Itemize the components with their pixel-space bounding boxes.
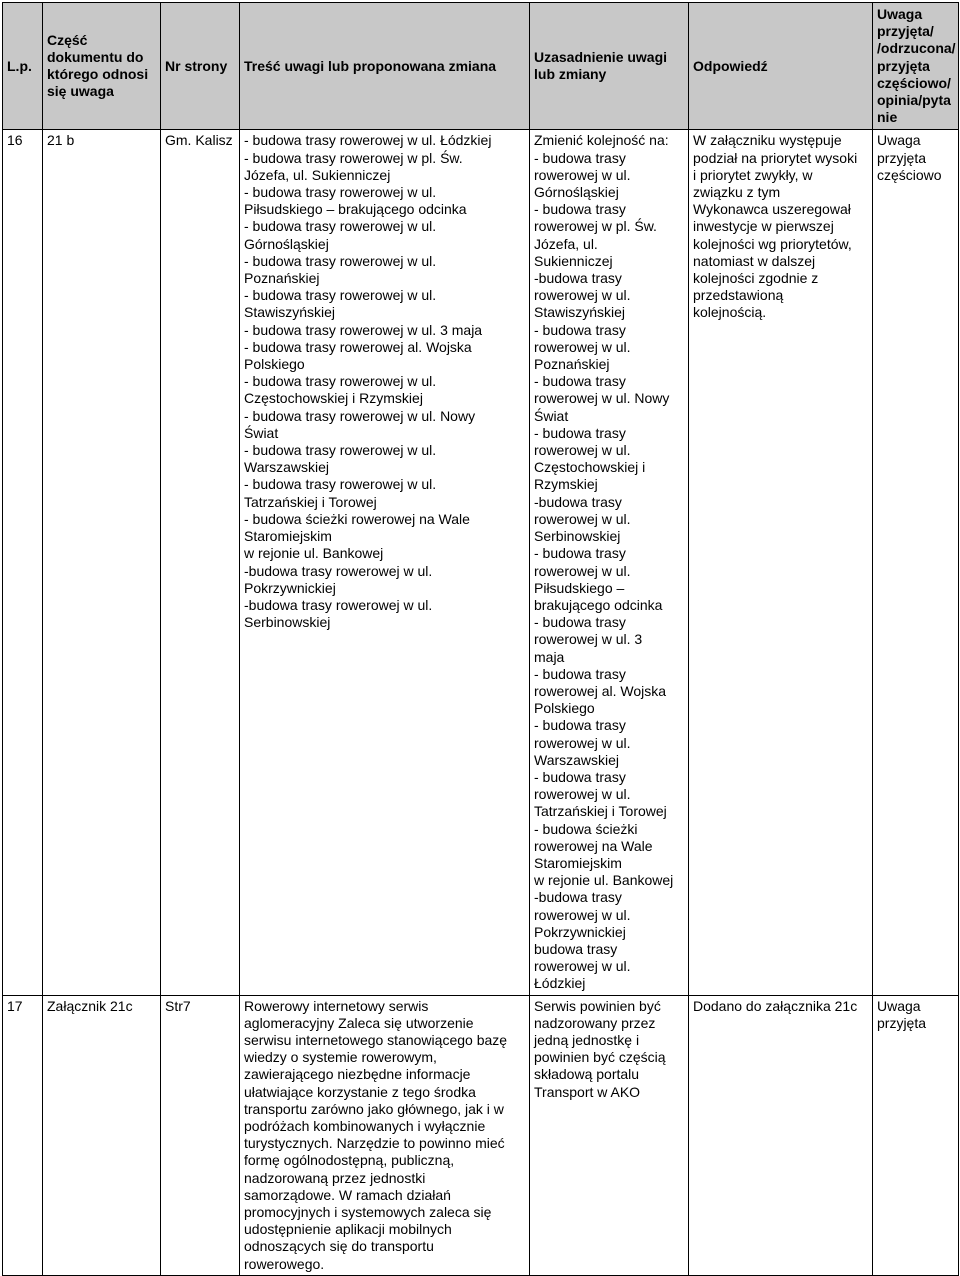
cell-line: nadzorowaną przez jednostki	[244, 1169, 426, 1186]
cell-status	[873, 995, 959, 1275]
cell-line: Staromiejskim	[244, 528, 332, 545]
cell-line: - budowa trasy rowerowej w ul.	[244, 252, 437, 269]
cell-line: rowerowej w ul.	[534, 287, 631, 304]
cell-line: Pokrzywnickiej	[534, 923, 626, 940]
cell-line: Polskiego	[244, 356, 305, 373]
cell-line: -budowa trasy rowerowej w ul.	[244, 562, 433, 579]
cell-line: samorządowe. W ramach działań	[244, 1186, 451, 1203]
cell-line: - budowa trasy	[534, 373, 626, 390]
cell-status	[873, 130, 959, 995]
cell-line: kolejnością.	[693, 304, 767, 321]
cell-line: rowerowej na Wale	[534, 837, 653, 854]
cell-line: rowerowego.	[244, 1255, 325, 1272]
cell-line: - budowa trasy rowerowej w ul.	[244, 373, 437, 390]
cell-line: maja	[534, 648, 565, 665]
cell-line: - budowa trasy rowerowej w ul.	[244, 287, 437, 304]
cell-line: Górnośląskiej	[244, 235, 329, 252]
cell-content	[240, 130, 530, 995]
cell-line: Górnośląskiej	[534, 184, 619, 201]
cell-part: 21 b	[43, 130, 161, 995]
cell-line: częściowo	[877, 166, 942, 183]
header-content: Treść uwagi lub proponowana zmiana	[240, 3, 530, 130]
cell-line: - budowa trasy	[534, 614, 626, 631]
cell-line: Częstochowskiej i Rzymskiej	[244, 390, 423, 407]
cell-line: rowerowej w ul.	[534, 734, 631, 751]
cell-line: Warszawskiej	[244, 459, 330, 476]
cell-line: Piłsudskiego –	[534, 579, 625, 596]
cell-response	[689, 130, 873, 995]
cell-line: jedną jednostkę i	[534, 1031, 640, 1048]
cell-line: Wykonawca uszeregował	[693, 201, 851, 218]
cell-justification	[530, 130, 689, 995]
cell-line: Łódzkiej	[534, 975, 586, 992]
cell-line: ułatwiające korzystanie z tego środka	[244, 1083, 476, 1100]
cell-line: Józefa, ul. Sukienniczej	[244, 166, 391, 183]
cell-justification	[530, 995, 689, 1275]
header-row	[3, 3, 959, 130]
comments-table	[2, 2, 959, 1276]
cell-line: - budowa trasy	[534, 545, 626, 562]
cell-line: - budowa trasy rowerowej w ul. 3 maja	[244, 321, 483, 338]
cell-line: -budowa trasy	[534, 270, 622, 287]
cell-line: odnoszących się do transportu	[244, 1238, 434, 1255]
cell-part: Załącznik 21c	[43, 995, 161, 1275]
header-status: Uwaga przyjęta/ /odrzucona/ przyjęta częściowo/ opinia/pyta nie	[873, 3, 959, 130]
cell-line: - budowa trasy rowerowej al. Wojska	[244, 338, 472, 355]
cell-line: Świat	[244, 424, 279, 441]
cell-line: - budowa trasy	[534, 321, 626, 338]
header-page: Nr strony	[161, 3, 240, 130]
cell-line: Polskiego	[534, 700, 595, 717]
cell-line: transportu zarówno jako głównego, jak i w	[244, 1100, 504, 1117]
cell-line: - budowa trasy rowerowej w ul.	[244, 442, 437, 459]
cell-line: Józefa, ul.	[534, 235, 598, 252]
cell-line: W załączniku występuje	[693, 132, 842, 149]
cell-line: - budowa trasy	[534, 149, 626, 166]
cell-line: Tatrzańskiej i Torowej	[244, 493, 377, 510]
cell-line: podział na priorytet wysoki	[693, 149, 858, 166]
cell-line: Częstochowskiej i	[534, 459, 646, 476]
cell-line: rowerowej w ul.	[534, 442, 631, 459]
cell-line: formę ogólnodostępną, publiczną,	[244, 1152, 455, 1169]
cell-line: - budowa trasy rowerowej w ul.	[244, 476, 437, 493]
cell-line: Staromiejskim	[534, 854, 622, 871]
cell-lp: 17	[3, 995, 43, 1275]
cell-page: Str7	[161, 995, 240, 1275]
cell-line: - budowa trasy rowerowej w pl. Św.	[244, 149, 463, 166]
cell-line: składową portalu	[534, 1066, 640, 1083]
cell-line: Serbinowskiej	[534, 528, 621, 545]
cell-line: - budowa trasy	[534, 201, 626, 218]
cell-line: - budowa ścieżki rowerowej na Wale	[244, 510, 470, 527]
cell-line: - budowa trasy	[534, 768, 626, 785]
cell-line: Stawiszyńskiej	[534, 304, 626, 321]
cell-line: Tatrzańskiej i Torowej	[534, 803, 667, 820]
cell-line: powinien być częścią	[534, 1049, 666, 1066]
cell-line: brakującego odcinka	[534, 596, 663, 613]
cell-line: rowerowej al. Wojska	[534, 682, 667, 699]
cell-line: Świat	[534, 407, 569, 424]
cell-line: przedstawioną	[693, 287, 784, 304]
cell-line: Uwaga	[877, 132, 921, 149]
cell-line: Piłsudskiego – brakującego odcinka	[244, 201, 467, 218]
cell-line: rowerowej w ul.	[534, 958, 631, 975]
cell-line: - budowa trasy rowerowej w ul. Nowy	[244, 407, 476, 424]
cell-line: Uwaga	[877, 997, 921, 1014]
cell-line: Stawiszyńskiej	[244, 304, 336, 321]
cell-line: Rzymskiej	[534, 476, 598, 493]
cell-line: Pokrzywnickiej	[244, 579, 336, 596]
cell-line: - budowa ścieżki	[534, 820, 638, 837]
cell-line: w rejonie ul. Bankowej	[244, 545, 384, 562]
cell-line: promocyjnych i systemowych zaleca się	[244, 1204, 492, 1221]
cell-line: -budowa trasy rowerowej w ul.	[244, 596, 433, 613]
cell-line: Serwis powinien być	[534, 997, 661, 1014]
cell-line: podróżach kombinowanych i wyłącznie	[244, 1118, 486, 1134]
cell-line: zawierającego niezbędne informacje	[244, 1066, 471, 1083]
cell-line: rowerowej w ul.	[534, 338, 631, 355]
cell-line: - budowa trasy	[534, 424, 626, 441]
cell-line: - budowa trasy	[534, 717, 626, 734]
cell-line: Dodano do załącznika 21c	[693, 997, 858, 1014]
cell-line: Poznańskiej	[244, 270, 320, 287]
cell-line: rowerowej w ul.	[534, 166, 631, 183]
cell-line: nadzorowany przez	[534, 1014, 656, 1031]
cell-line: -budowa trasy	[534, 493, 622, 510]
cell-page: Gm. Kalisz	[161, 130, 240, 995]
cell-line: - budowa trasy	[534, 665, 626, 682]
cell-line: rowerowej w ul.	[534, 906, 631, 923]
header-response: Odpowiedź	[689, 3, 873, 130]
cell-line: inwestycje w pierwszej	[693, 218, 834, 235]
cell-line: Zmienić kolejność na:	[534, 132, 669, 149]
cell-line: Warszawskiej	[534, 751, 620, 768]
cell-line: przyjęta	[877, 149, 927, 166]
cell-line: i priorytet zwykły, w	[693, 166, 813, 183]
cell-line: budowa trasy	[534, 940, 618, 957]
cell-line: związku z tym	[693, 184, 781, 201]
cell-line: - budowa trasy rowerowej w ul.	[244, 218, 437, 235]
cell-line: Transport w AKO	[534, 1083, 641, 1100]
cell-line: wiedzy o systemie rowerowym,	[244, 1049, 437, 1066]
cell-line: rowerowej w ul. 3	[534, 631, 643, 648]
cell-response	[689, 995, 873, 1275]
cell-line: Rowerowy internetowy serwis	[244, 997, 429, 1014]
cell-line: rowerowej w ul.	[534, 562, 631, 579]
cell-line: Serbinowskiej	[244, 614, 331, 631]
cell-line: rowerowej w ul.	[534, 510, 631, 527]
cell-line: przyjęta	[877, 1014, 927, 1031]
cell-line: w rejonie ul. Bankowej	[534, 872, 674, 889]
table-row	[3, 130, 959, 995]
table-row	[3, 995, 959, 1275]
cell-line: Sukienniczej	[534, 252, 613, 269]
header-lp: L.p.	[3, 3, 43, 130]
cell-lp: 16	[3, 130, 43, 995]
header-justification: Uzasadnienie uwagi lub zmiany	[530, 3, 689, 130]
cell-line: -budowa trasy	[534, 889, 622, 906]
cell-line: natomiast w dalszej	[693, 252, 816, 269]
cell-line: kolejności zgodnie z	[693, 270, 819, 287]
cell-line: udostępnienie aplikacji mobilnych	[244, 1221, 452, 1238]
cell-line: rowerowej w ul.	[534, 786, 631, 803]
cell-content	[240, 995, 530, 1275]
header-part: Część dokumentu do którego odnosi się uwaga	[43, 3, 161, 130]
cell-line: serwisu internetowego stanowiącego bazę	[244, 1031, 508, 1048]
cell-line: - budowa trasy rowerowej w ul.	[244, 184, 437, 201]
cell-line: rowerowej w ul. Nowy	[534, 390, 670, 407]
cell-line: aglomeracyjny Zaleca się utworzenie	[244, 1014, 474, 1031]
cell-line: - budowa trasy rowerowej w ul. Łódzkiej	[244, 132, 492, 149]
cell-line: Poznańskiej	[534, 356, 610, 373]
cell-line: kolejności wg priorytetów,	[693, 235, 852, 252]
cell-line: rowerowej w pl. Św.	[534, 218, 657, 235]
cell-line: turystycznych. Narzędzie to powinno mieć	[244, 1135, 505, 1152]
